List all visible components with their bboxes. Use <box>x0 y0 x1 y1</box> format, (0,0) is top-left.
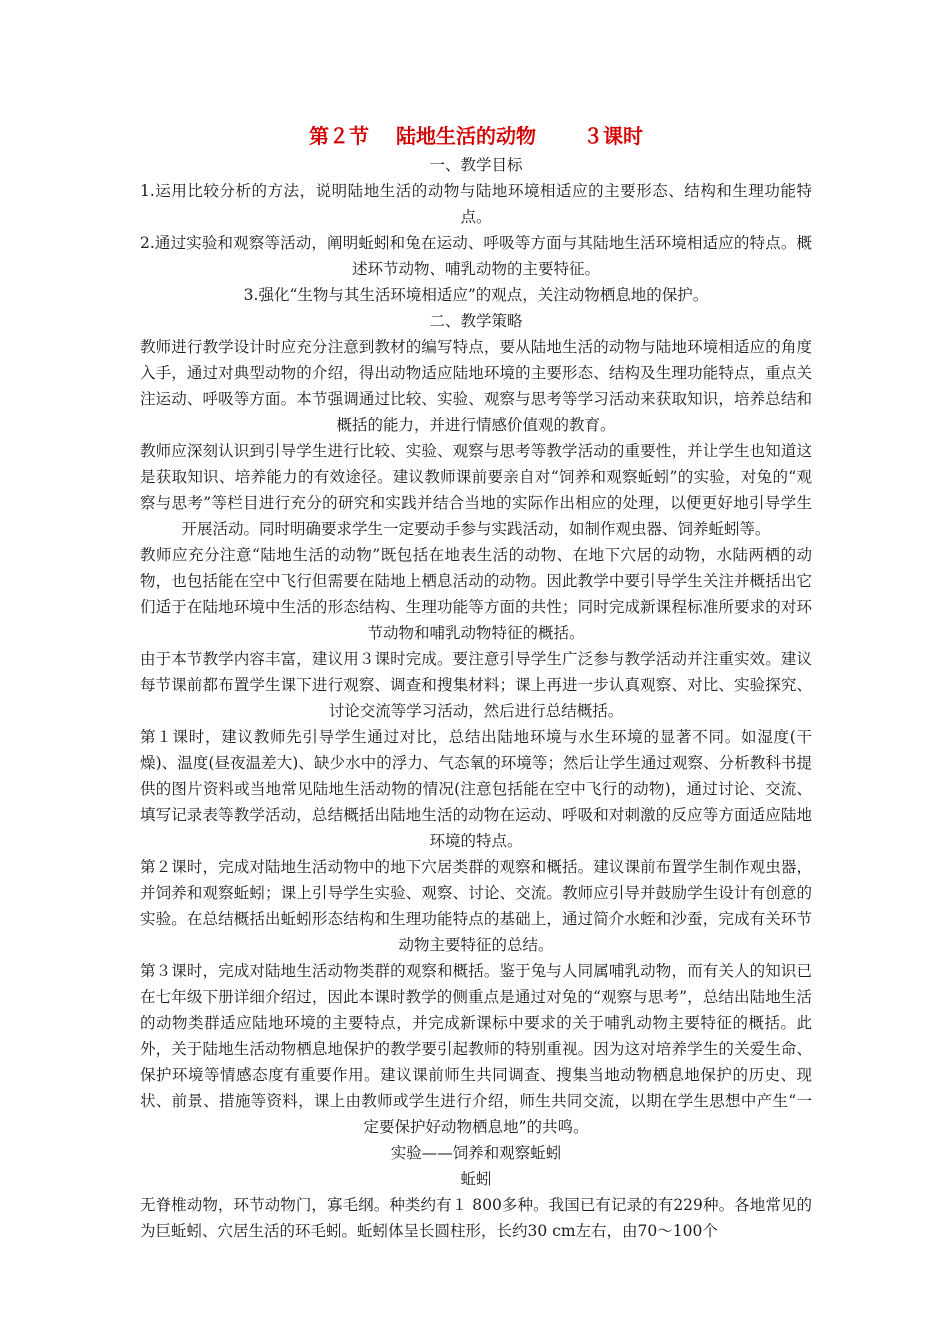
strategy-paragraph-3: 教师应充分注意“陆地生活的动物”既包括在地表生活的动物、在地下穴居的动物，水陆两栖的动物，也包括能在空中飞行但需要在陆地上栖息活动的动物。因此教学中要引导学生关注并概括出它们适于在陆地环境中生活的形态结构、生理功能等方面的共性；同时完成新课程标准所要求的对环节动物和哺乳动物特征的概括。 <box>140 546 812 642</box>
section-heading-strategy: 二、教学策略 <box>429 312 523 330</box>
strategy-paragraph-4: 由于本节教学内容丰富，建议用３课时完成。要注意引导学生广泛参与教学活动并注重实效。建议每节课前都布置学生课下进行观察、调查和搜集材料；课上再进一步认真观察、对比、实验探究、讨论交流等学习活动，然后进行总结概括。 <box>140 650 812 720</box>
document-title: 第２节 陆地生活的动物 ３课时 <box>309 124 643 148</box>
experiment-heading: 实验——饲养和观察蚯蚓 <box>390 1144 562 1162</box>
objective-item-3: 3.强化“生物与其生活环境相适应”的观点，关注动物栖息地的保护。 <box>243 286 709 304</box>
strategy-paragraph-2: 教师应深刻认识到引导学生进行比较、实验、观察与思考等教学活动的重要性，并让学生也知道这是获取知识、培养能力的有效途径。建议教师课前要亲自对“饲养和观察蚯蚓”的实验，对兔的“观察与思考”等栏目进行充分的研究和实践并结合当地的实际作出相应的处理，以便更好地引导学生开展活动。同时明确要求学生一定要动手参与实践活动，如制作观虫器、饲养蚯蚓等。 <box>140 442 812 538</box>
objective-item-2: 2.通过实验和观察等活动，阐明蚯蚓和兔在运动、呼吸等方面与其陆地生活环境相适应的特点。概述环节动物、哺乳动物的主要特征。 <box>140 234 812 278</box>
objective-item-1: 1.运用比较分析的方法，说明陆地生活的动物与陆地环境相适应的主要形态、结构和生理功能特点。 <box>140 182 812 226</box>
strategy-paragraph-1: 教师进行教学设计时应充分注意到教材的编写特点，要从陆地生活的动物与陆地环境相适应的角度入手，通过对典型动物的介绍，得出动物适应陆地环境的主要形态、结构及生理功能特点，重点关注运动、呼吸等方面。本节强调通过比较、实验、观察与思考等学习活动来获取知识，培养总结和概括的能力，并进行情感价值观的教育。 <box>140 338 812 434</box>
strategy-paragraph-7: 第３课时，完成对陆地生活动物类群的观察和概括。鉴于兔与人同属哺乳动物，而有关人的知识已在七年级下册详细介绍过，因此本课时教学的侧重点是通过对兔的“观察与思考”，总结出陆地生活的动物类群适应陆地环境的主要特点，并完成新课标中要求的关于哺乳动物主要特征的概括。此外，关于陆地生活动物栖息地保护的教学要引起教师的特别重视。因为这对培养学生的关爱生命、保护环境等情感态度有重要作用。建议课前师生共同调查、搜集当地动物栖息地保护的历史、现状、前景、措施等资料，课上由教师或学生进行介绍，师生共同交流，以期在学生思想中产生“一定要保护好动物栖息地”的共鸣。 <box>140 962 812 1136</box>
strategy-paragraph-6: 第２课时，完成对陆地生活动物中的地下穴居类群的观察和概括。建议课前布置学生制作观虫器，并饲养和观察蚯蚓；课上引导学生实验、观察、讨论、交流。教师应引导并鼓励学生设计有创意的实验。在总结概括出蚯蚓形态结构和生理功能特点的基础上，通过简介水蛭和沙蚕，完成有关环节动物主要特征的总结。 <box>140 858 812 954</box>
experiment-subheading: 蚯蚓 <box>460 1170 492 1188</box>
section-heading-objectives: 一、教学目标 <box>429 156 523 174</box>
document-page <box>140 120 812 1244</box>
strategy-paragraph-5: 第１课时，建议教师先引导学生通过对比，总结出陆地环境与水生环境的显著不同。如湿度(干燥)、温度(昼夜温差大)、缺少水中的浮力、气态氧的环境等；然后让学生通过观察、分析教科书提供的图片资料或当地常见陆地生活动物的情况(注意包括能在空中飞行的动物)，通过讨论、交流、填写记录表等教学活动，总结概括出陆地生活的动物在运动、呼吸和对刺激的反应等方面适应陆地环境的特点。 <box>140 728 812 850</box>
experiment-paragraph: 无脊椎动物，环节动物门，寡毛纲。种类约有１ 800多种。我国已有记录的有229种。各地常见的为巨蚯蚓、穴居生活的环毛蚓。蚯蚓体呈长圆柱形，长约30 cm左右，由70～100个 <box>140 1196 812 1240</box>
